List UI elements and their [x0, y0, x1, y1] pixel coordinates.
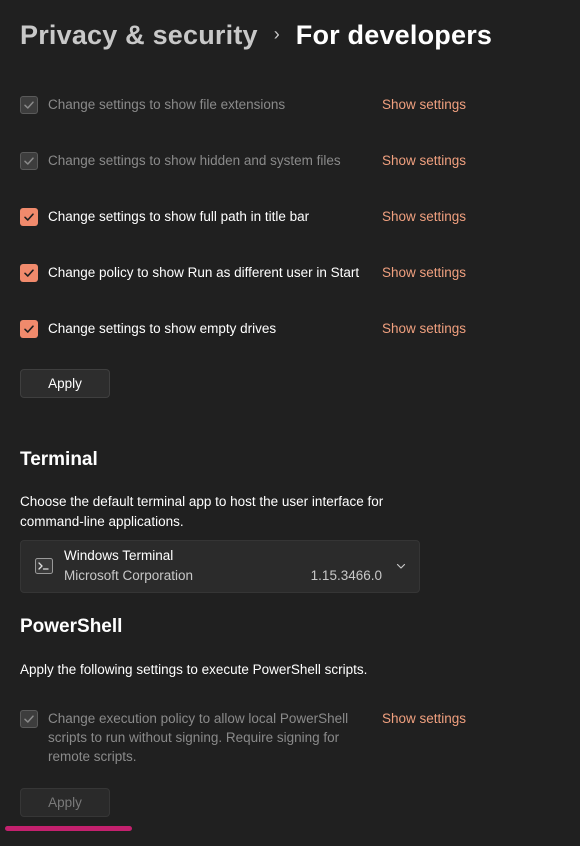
setting-label: Change policy to show Run as different user in Start: [48, 265, 360, 280]
terminal-app-name: Windows Terminal: [64, 548, 174, 563]
show-settings-link[interactable]: Show settings: [382, 153, 467, 168]
terminal-app-publisher: Microsoft Corporation: [64, 568, 194, 583]
setting-label: Change settings to show empty drives: [48, 321, 277, 336]
terminal-icon: [35, 558, 53, 574]
checkmark-icon: [23, 323, 35, 335]
bottom-accent-bar: [5, 826, 132, 831]
show-settings-link[interactable]: Show settings: [382, 321, 467, 336]
breadcrumb-separator-icon: ›: [273, 24, 280, 44]
breadcrumb-parent-privacy-security[interactable]: Privacy & security: [20, 20, 258, 50]
checkmark-icon: [23, 155, 35, 167]
checkmark-icon: [23, 211, 35, 223]
apply-button-powershell: Apply: [20, 788, 110, 817]
show-settings-link[interactable]: Show settings: [382, 97, 467, 112]
checkmark-icon: [23, 267, 35, 279]
checkbox-full-path[interactable]: [20, 208, 38, 226]
setting-label: Change settings to show file extensions: [48, 97, 286, 112]
terminal-description: Choose the default terminal app to host the user interface for command-line applications.: [20, 494, 384, 529]
setting-row-full-path: [20, 207, 470, 226]
checkbox-file-extensions: [20, 96, 38, 114]
chevron-down-icon: [396, 561, 406, 571]
terminal-app-version: 1.15.3466.0: [310, 568, 382, 583]
setting-label: Change settings to show full path in title bar: [48, 209, 310, 224]
checkmark-icon: [23, 713, 35, 725]
show-settings-link[interactable]: Show settings: [382, 209, 467, 224]
setting-row-run-as-different-user: [20, 263, 470, 282]
checkbox-hidden-files: [20, 152, 38, 170]
setting-label: Change settings to show hidden and system files: [48, 153, 341, 168]
breadcrumb: [20, 20, 492, 51]
setting-row-empty-drives: [20, 319, 470, 338]
checkbox-execution-policy: [20, 710, 38, 728]
checkmark-icon: [23, 99, 35, 111]
apply-button[interactable]: Apply: [20, 369, 110, 398]
page-title: For developers: [295, 20, 493, 50]
show-settings-link[interactable]: Show settings: [382, 711, 467, 726]
checkbox-run-as-different-user[interactable]: [20, 264, 38, 282]
checkbox-empty-drives[interactable]: [20, 320, 38, 338]
section-title-terminal: Terminal: [20, 449, 98, 470]
setting-label: Change execution policy to allow local PowerShell scripts to run without signing. Require signing for remote scripts.: [48, 711, 349, 764]
default-terminal-dropdown[interactable]: [20, 540, 420, 593]
show-settings-link[interactable]: Show settings: [382, 265, 467, 280]
section-title-powershell: PowerShell: [20, 616, 123, 637]
setting-row-file-extensions: [20, 95, 470, 114]
setting-row-hidden-files: [20, 151, 470, 170]
setting-row-execution-policy: [20, 709, 470, 766]
powershell-description: Apply the following settings to execute PowerShell scripts.: [20, 662, 368, 677]
